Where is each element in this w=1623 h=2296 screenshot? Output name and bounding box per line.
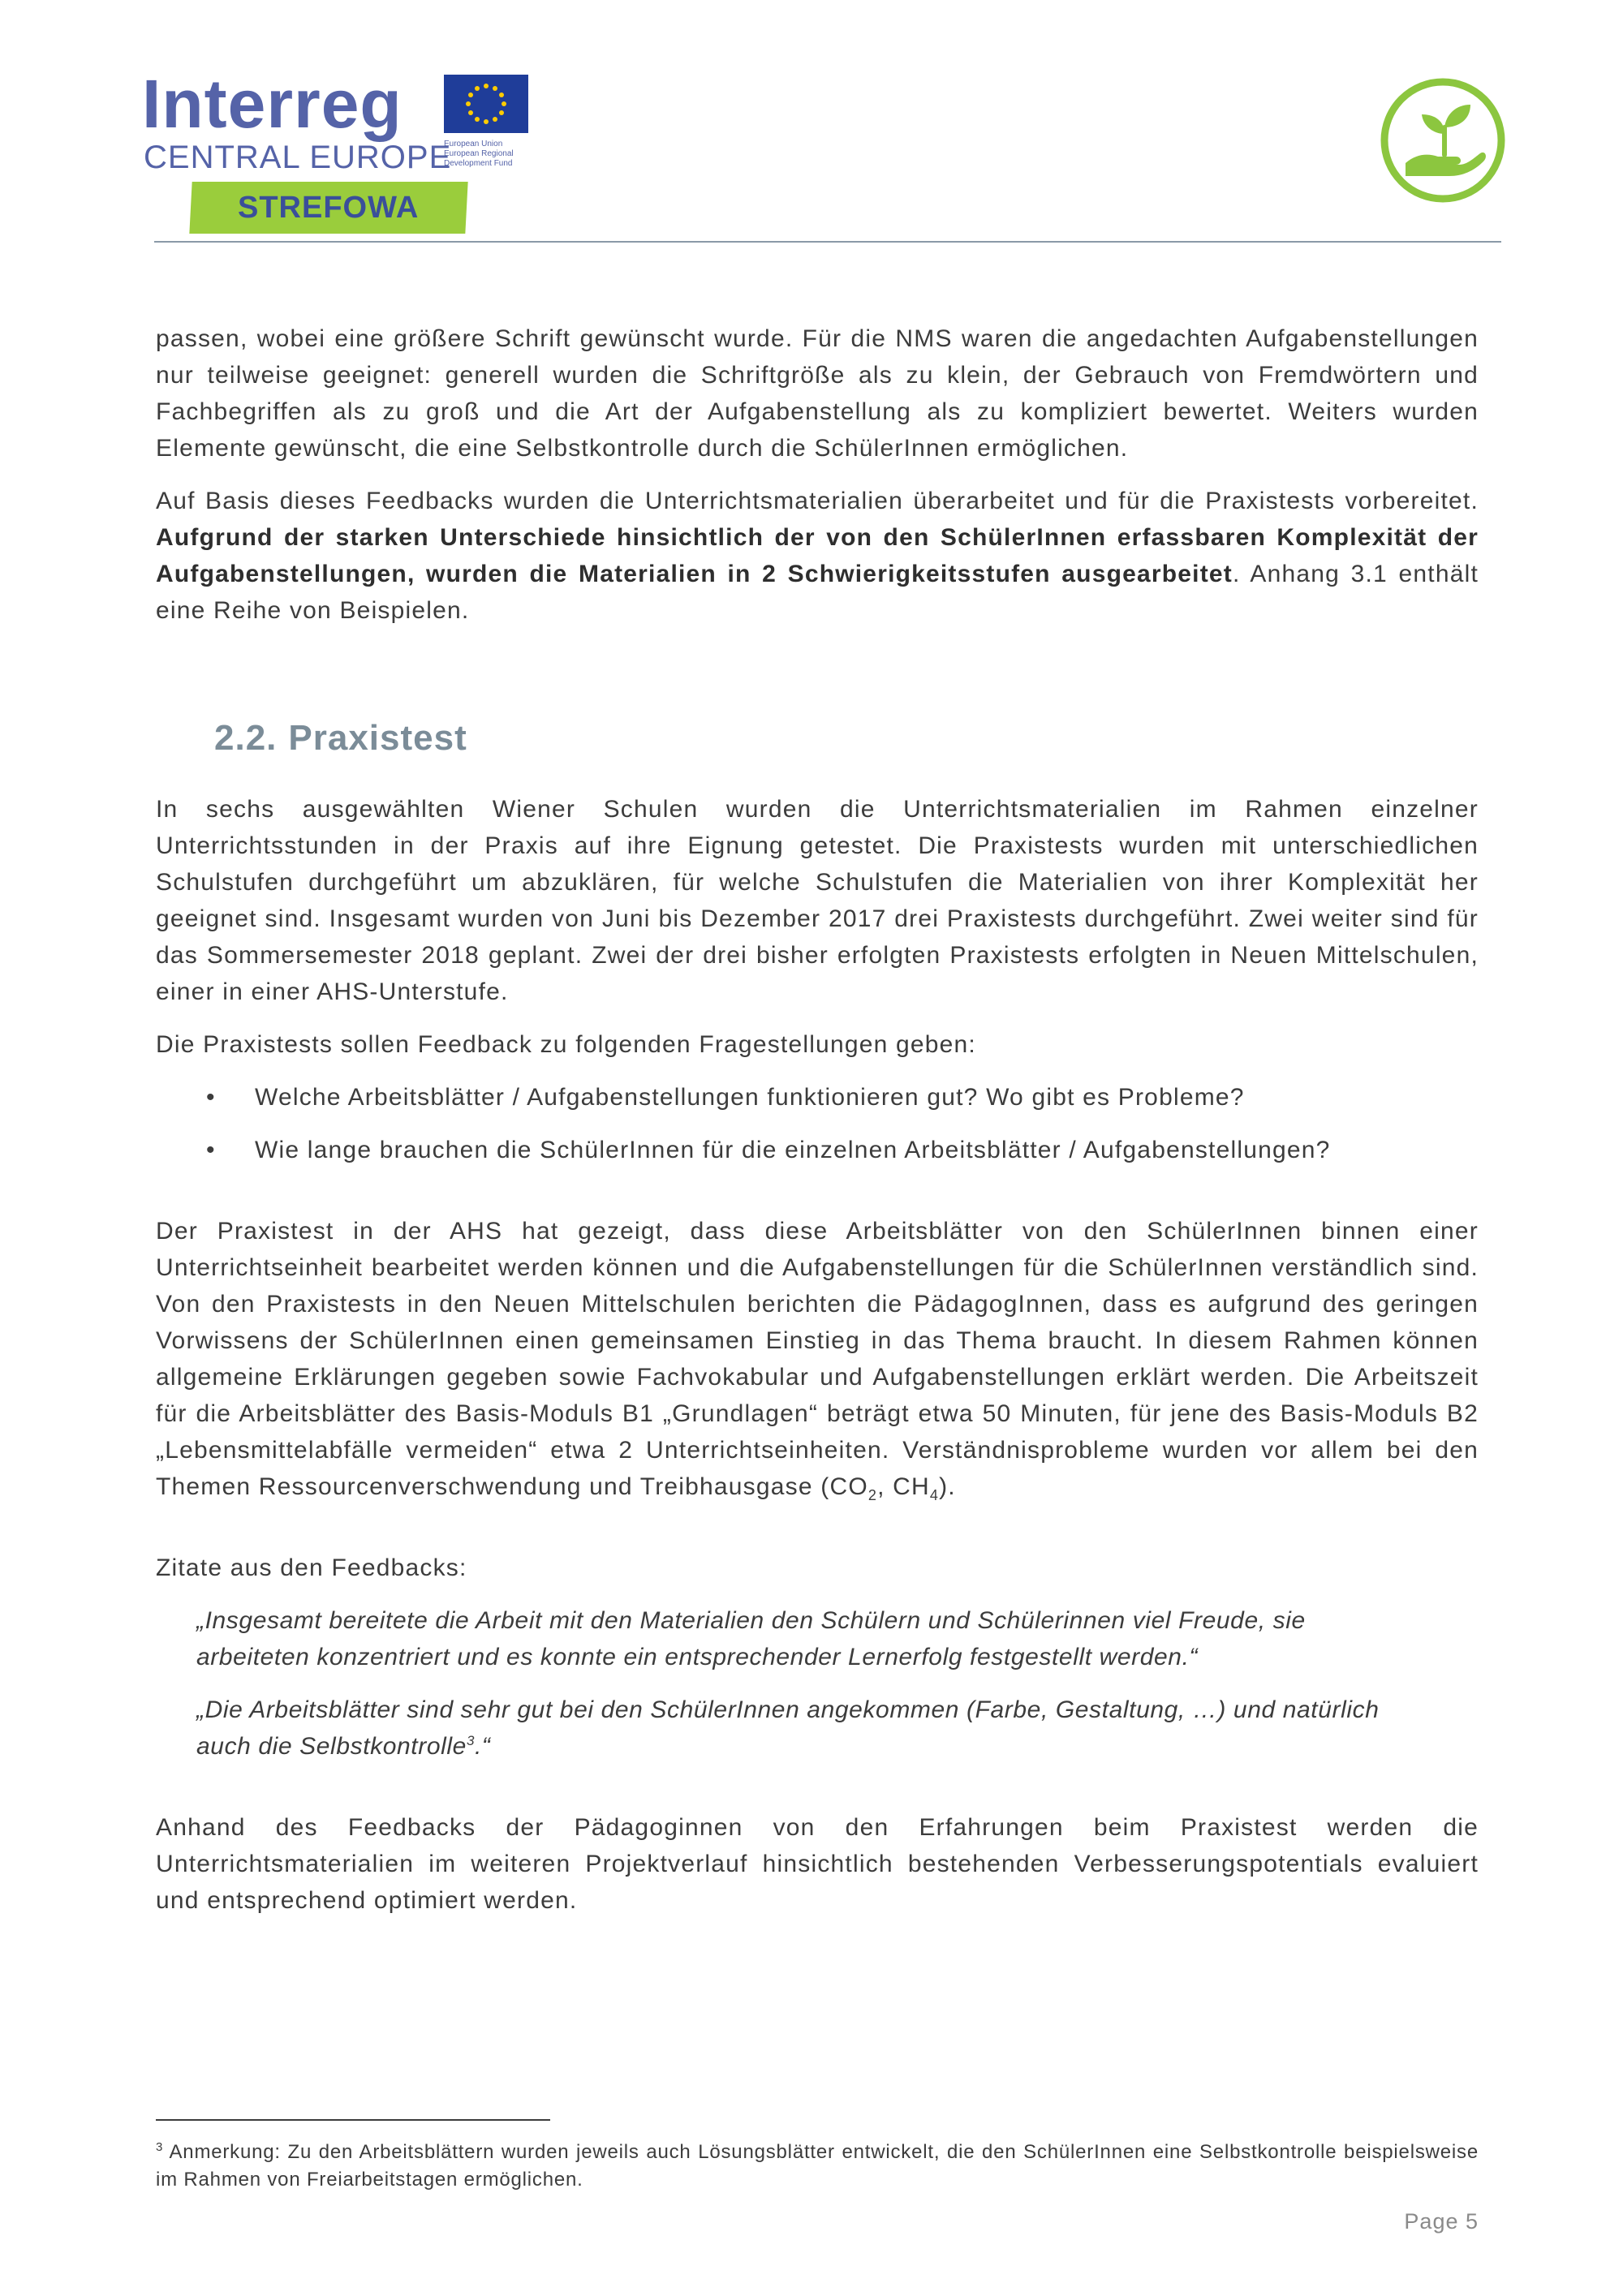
eu-flag-icon <box>444 75 528 133</box>
section-title: Praxistest <box>288 718 467 758</box>
list-item-text: Wie lange brauchen die SchülerInnen für die einzelnen Arbeitsblätter / Aufgabenstellungen? <box>255 1137 1331 1163</box>
section-heading <box>214 718 1479 759</box>
bullet-list <box>156 1079 1479 1168</box>
paragraph: Anhand des Feedbacks der Pädagoginnen von den Erfahrungen beim Praxistest werden die Unterrichtsmaterialien im weiteren Projektverlauf hinsichtlich bestehenden Verbesserungspotentials evaluiert und entsprechend optimiert werden. <box>156 1814 1479 1914</box>
section-number: 2.2. <box>214 718 278 758</box>
list-item-text: Welche Arbeitsblätter / Aufgabenstellungen funktionieren gut? Wo gibt es Probleme? <box>255 1084 1245 1111</box>
footnote-divider <box>156 2119 550 2121</box>
subscript: 2 <box>867 1487 878 1503</box>
paragraph-bold-text: Aufgrund der starken Unterschiede hinsichtlich der von den SchülerInnen erfassbaren Komplexität der Aufgabenstellungen, wurden die Materialien in 2 Schwierigkeitsstufen ausgearbeitet <box>156 524 1479 587</box>
quote-text: .“ <box>475 1733 491 1760</box>
paragraph-text: Der Praxistest in der AHS hat gezeigt, dass diese Arbeitsblätter von den SchülerInnen binnen einer Unterrichtseinheit bearbeitet werden können und die Aufgabenstellungen für die SchülerInnen verständlich sind. Von den Praxistests in den Neuen Mittelschulen berichten die PädagogInnen, dass es aufgrund des geringen Vorwissens der SchülerInnen einen gemeinsamen Einstieg in das Thema braucht. In diesem Rahmen können allgemeine Erklärungen gegeben sowie Fachvokabular und Aufgabenstellungen erklärt werden. Die Arbeitszeit für die Arbeitsblätter des Basis-Moduls B1 „Grundlagen“ beträgt etwa 50 Minuten, für jene des Basis-Moduls B2 „Lebensmittelabfälle vermeiden“ etwa 2 Unterrichtseinheiten. Verständnisprobleme wurden vor allem bei den Themen Ressourcenverschwendung und Treibhausgase (CO <box>156 1218 1479 1500</box>
footnote <box>156 2139 1479 2194</box>
quotes-label: Zitate aus den Feedbacks: <box>156 1554 467 1581</box>
interreg-logo <box>142 66 532 240</box>
strefowa-label: STREFOWA <box>238 190 420 225</box>
subscript: 4 <box>929 1487 940 1503</box>
paragraph: passen, wobei eine größere Schrift gewünscht wurde. Für die NMS waren die angedachten Aufgabenstellungen nur teilweise geeignet: generell wurden die Schriftgröße als zu klein, der Gebrauch von Fremdwörtern und Fachbegriffen als zu groß und die Art der Aufgabenstellung als zu kompliziert bewertet. Weiters wurden Elemente gewünscht, die eine Selbstkontrolle durch die SchülerInnen ermöglichen. <box>156 325 1479 462</box>
quote-text: „Die Arbeitsblätter sind sehr gut bei den SchülerInnen angekommen (Farbe, Gestaltung, …) und natürlich auch die Selbstkontrolle <box>196 1696 1380 1760</box>
paragraph-text: , CH <box>877 1473 930 1500</box>
paragraph-text: . Anhang 3.1 enthält eine Reihe von Beispielen. <box>156 561 1479 624</box>
list-item <box>156 1132 1479 1168</box>
strefowa-badge <box>189 182 467 234</box>
header-divider <box>154 241 1501 243</box>
footnote-marker: 3 <box>156 2140 164 2154</box>
quote <box>196 1692 1381 1765</box>
eu-fund-text <box>444 140 541 169</box>
paragraph <box>156 1213 1479 1505</box>
central-europe-label: CENTRAL EUROPE <box>144 140 452 175</box>
paragraph-text: Auf Basis dieses Feedbacks wurden die Unterrichtsmaterialien überarbeitet und für die Praxistests vorbereitet. <box>156 488 1479 514</box>
eu-line: European Regional <box>444 149 514 158</box>
paragraph-text: ). <box>939 1473 956 1500</box>
quote: „Insgesamt bereitete die Arbeit mit den Materialien den Schülern und Schülerinnen viel Freude, sie arbeiteten konzentriert und es konnte ein entsprechender Lernerfolg festgestellt werden.“ <box>196 1607 1306 1670</box>
page-content <box>156 320 1479 1935</box>
paragraph: In sechs ausgewählten Wiener Schulen wurden die Unterrichtsmaterialien im Rahmen einzelner Unterrichtsstunden in der Praxis auf ihre Eignung getestet. Die Praxistests wurden mit unterschiedlichen Schulstufen durchgeführt um abzuklären, für welche Schulstufen die Materialien von ihrer Komplexität her geeignet sind. Insgesamt wurden von Juni bis Dezember 2017 drei Praxistests durchgeführt. Zwei weiter sind für das Sommersemester 2018 geplant. Zwei der drei bisher erfolgten Praxistests erfolgten in Neuen Mittelschulen, einer in einer AHS-Unterstufe. <box>156 796 1479 1005</box>
eu-line: European Union <box>444 140 503 148</box>
list-item <box>156 1079 1479 1116</box>
eu-line: Development Fund <box>444 159 513 168</box>
paragraph: Die Praxistests sollen Feedback zu folgenden Fragestellungen geben: <box>156 1031 976 1058</box>
footnote-ref[interactable]: 3 <box>466 1733 475 1748</box>
page-number: Page 5 <box>1404 2209 1479 2234</box>
interreg-wordmark: Interreg <box>142 66 403 142</box>
footnote-text: Anmerkung: Zu den Arbeitsblättern wurden jeweils auch Lösungsblätter entwickelt, die den SchülerInnen eine Selbstkontrolle beispielsweise im Rahmen von Freiarbeitstagen ermöglichen. <box>156 2141 1479 2191</box>
bullet-icon: • <box>206 1084 216 1111</box>
paragraph <box>156 483 1479 629</box>
bullet-icon: • <box>206 1137 216 1163</box>
plant-hand-icon <box>1378 75 1508 205</box>
